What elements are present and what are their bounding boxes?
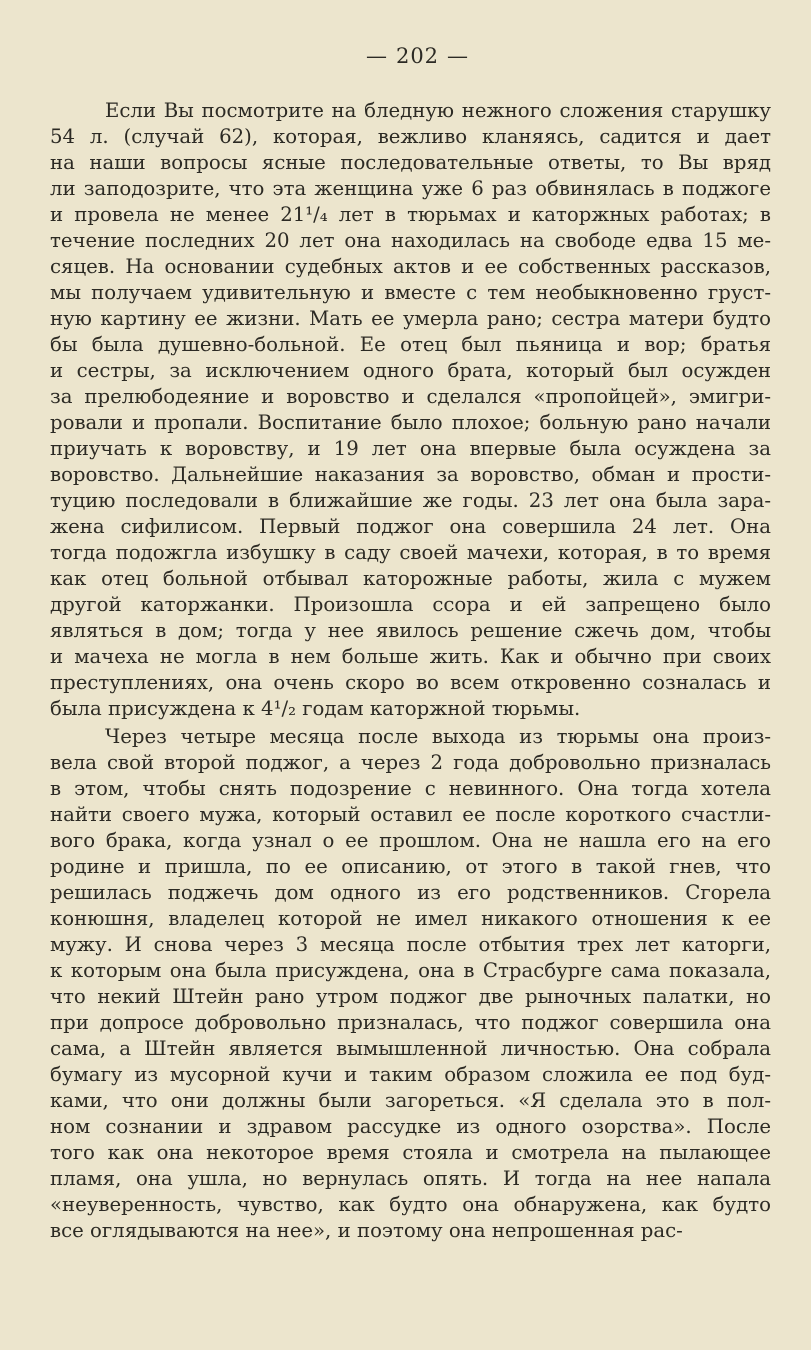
text-line: мы получаем удивительную и вместе с тем необыкновенно груст- [50, 281, 771, 304]
text-line: тогда подожгла избушку в саду своей мачехи, которая, в то время [50, 541, 771, 564]
page-number-value: 202 [395, 44, 440, 68]
text-line: бумагу из мусорной кучи и таким образом сложила ее под буд- [50, 1063, 771, 1086]
text-line: того как она некоторое время стояла и смотрела на пылающее [50, 1141, 771, 1164]
text-line: приучать к воровству, и 19 лет она впервые была осуждена за [50, 437, 771, 460]
text-line: за прелюбодеяние и воровство и сделался «пропойцей», эмигри- [50, 385, 771, 408]
text-line: другой каторжанки. Произошла ссора и ей запрещено было [50, 593, 771, 616]
text-line: Через четыре месяца после выхода из тюрьмы она произ- [105, 725, 771, 748]
text-line: вела свой второй поджог, а через 2 года добровольно призналась [50, 751, 771, 774]
text-line: была присуждена к 4¹/₂ годам каторжной тюрьмы. [50, 697, 581, 720]
text-line: преступлениях, она очень скоро во всем откровенно созналась и [50, 671, 771, 694]
text-line: Если Вы посмотрите на бледную нежного сложения старушку [105, 99, 771, 122]
page-number-dash-right: — [447, 44, 470, 68]
paragraph [50, 724, 771, 1244]
text-line: ную картину ее жизни. Мать ее умерла рано; сестра матери будто [50, 307, 771, 330]
text-line: при допросе добровольно призналась, что поджог совершила она [50, 1011, 771, 1034]
text-line: и провела не менее 21¹/₄ лет в тюрьмах и каторжных работах; в [50, 203, 771, 226]
text-line: ли заподозрите, что эта женщина уже 6 раз обвинялась в поджоге [50, 177, 771, 200]
text-line: родине и пришла, по ее описанию, от этого в такой гнев, что [50, 855, 771, 878]
text-line: на наши вопросы ясные последовательные ответы, то Вы вряд [50, 151, 771, 174]
text-line: туцию последовали в ближайшие же годы. 23 лет она была зара- [50, 489, 771, 512]
page-number-dash-left: — [365, 44, 388, 68]
text-line: 54 л. (случай 62), которая, вежливо кланяясь, садится и дает [50, 125, 771, 148]
page-number [64, 44, 771, 68]
text-line: и мачеха не могла в нем больше жить. Как и обычно при своих [50, 645, 771, 668]
text-line: «неуверенность, чувство, как будто она обнаружена, как будто [50, 1193, 771, 1216]
text-line: мужу. И снова через 3 месяца после отбытия трех лет каторги, [50, 933, 771, 956]
text-line: конюшня, владелец которой не имел никакого отношения к ее [50, 907, 771, 930]
text-line: течение последних 20 лет она находилась на свободе едва 15 ме- [50, 229, 771, 252]
text-line: все оглядываются на нее», и поэтому она непрошенная рас- [50, 1219, 683, 1242]
text-line: воровство. Дальнейшие наказания за воровство, обман и прости- [50, 463, 771, 486]
text-line: в этом, чтобы снять подозрение с невинного. Она тогда хотела [50, 777, 771, 800]
text-line: пламя, она ушла, но вернулась опять. И тогда на нее напала [50, 1167, 771, 1190]
text-line: являться в дом; тогда у нее явилось решение сжечь дом, чтобы [50, 619, 771, 642]
text-line: ками, что они должны были загореться. «Я сделала это в пол- [50, 1089, 771, 1112]
text-line: бы была душевно-больной. Ее отец был пьяница и вор; братья [50, 333, 771, 356]
paragraph [50, 98, 771, 722]
text-line: сама, а Штейн является вымышленной личностью. Она собрала [50, 1037, 771, 1060]
text-line: вого брака, когда узнал о ее прошлом. Она не нашла его на его [50, 829, 771, 852]
text-line: решилась поджечь дом одного из его родственников. Сгорела [50, 881, 771, 904]
text-line: сяцев. На основании судебных актов и ее собственных рассказов, [50, 255, 771, 278]
text-line: что некий Штейн рано утром поджог две рыночных палатки, но [50, 985, 771, 1008]
text-line: найти своего мужа, который оставил ее после короткого счастли- [50, 803, 771, 826]
text-line: к которым она была присуждена, она в Страсбурге сама показала, [50, 959, 771, 982]
text-line: жена сифилисом. Первый поджог она совершила 24 лет. Она [50, 515, 771, 538]
text-line: и сестры, за исключением одного брата, который был осужден [50, 359, 771, 382]
text-line: как отец больной отбывал каторожные работы, жила с мужем [50, 567, 771, 590]
body-text [50, 98, 771, 1244]
text-line: ровали и пропали. Воспитание было плохое; больную рано начали [50, 411, 771, 434]
text-line: ном сознании и здравом рассудке из одного озорства». После [50, 1115, 771, 1138]
